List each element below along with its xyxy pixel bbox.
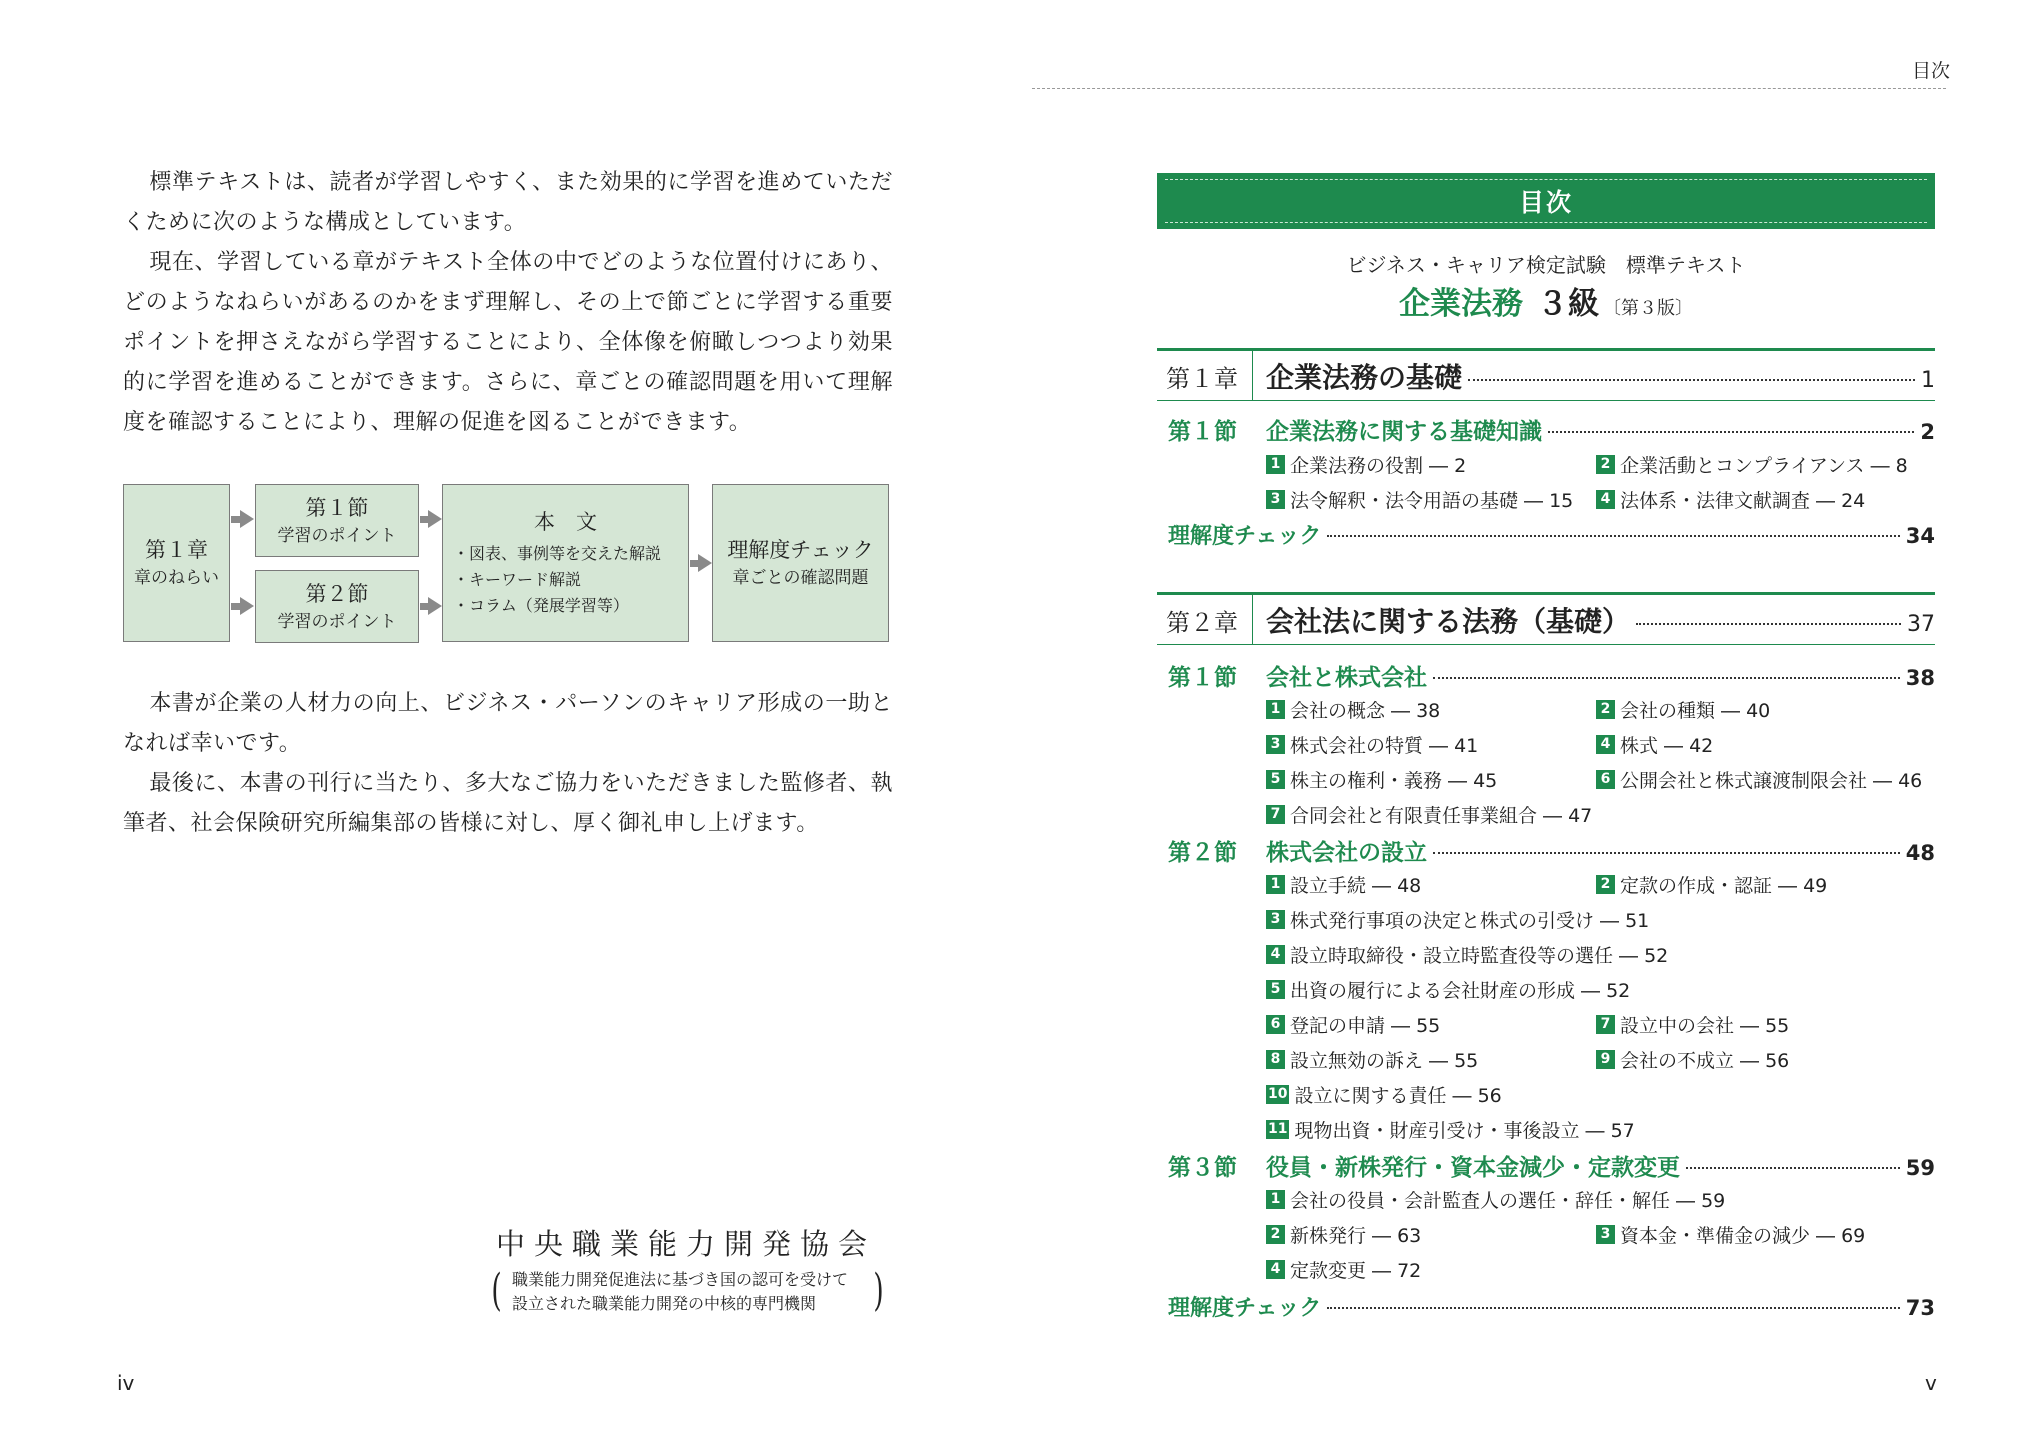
flow-section1-sub: 学習のポイント — [277, 525, 397, 546]
closing-paragraph-1: 本書が企業の人材力の向上、ビジネス・パーソンのキャリア形成の一助となれば幸いです。 — [123, 691, 893, 756]
ch2-section-3-title: 役員・新株発行・資本金減少・定款変更 — [1266, 1155, 1680, 1181]
item-text: 設立無効の訴え ― 55 — [1290, 1050, 1479, 1072]
chapter-2-label: 第２章 — [1166, 609, 1238, 637]
toc-ch1-section-1[interactable] — [1266, 413, 1935, 446]
toc-item[interactable] — [1596, 696, 1770, 723]
ch1-section-1-label: 第１節 — [1168, 419, 1237, 445]
ch2-section-1-title: 会社と株式会社 — [1266, 665, 1427, 691]
dot-leader — [1686, 1167, 1900, 1169]
toc-item[interactable] — [1596, 766, 1922, 793]
toc-item[interactable] — [1266, 766, 1497, 793]
item-number-badge: 4 — [1266, 945, 1285, 964]
item-text: 会社の不成立 ― 56 — [1620, 1050, 1790, 1072]
book-title — [1157, 278, 1935, 323]
item-text: 会社の概念 ― 38 — [1290, 700, 1441, 722]
toc-banner-title: 目次 — [1518, 188, 1573, 217]
toc-item[interactable] — [1596, 731, 1713, 758]
closing-text — [123, 684, 893, 844]
page-number-right: v — [1925, 1371, 1937, 1395]
flow-arrow-icon — [240, 510, 254, 528]
toc-item[interactable] — [1266, 1011, 1440, 1038]
organization-desc-line2: 設立された職業能力開発の中核的専門機関 — [512, 1294, 817, 1313]
item-text: 株式会社の特質 ― 41 — [1290, 735, 1479, 757]
toc-item[interactable] — [1266, 486, 1573, 513]
item-text: 設立時取締役・設立時監査役等の選任 ― 52 — [1290, 945, 1669, 967]
organization-desc-line1: 職業能力開発促進法に基づき国の認可を受けて — [512, 1270, 849, 1289]
dot-leader — [1468, 379, 1915, 381]
dot-leader — [1433, 852, 1900, 854]
flow-section1-box — [255, 484, 419, 557]
item-text: 現物出資・財産引受け・事後設立 ― 57 — [1294, 1120, 1635, 1142]
item-number-badge: 7 — [1266, 805, 1285, 824]
toc-ch2-check[interactable] — [1168, 1291, 1935, 1322]
item-number-badge: 1 — [1266, 1190, 1285, 1209]
ch2-check-page: 73 — [1905, 1296, 1935, 1320]
book-title-name: 企業法務 — [1399, 286, 1523, 322]
item-number-badge: 2 — [1596, 455, 1615, 474]
toc-item[interactable] — [1266, 801, 1592, 828]
item-number-badge: 3 — [1266, 910, 1285, 929]
intro-paragraph-1: 標準テキストは、読者が学習しやすく、また効果的に学習を進めていただくために次のような構成としています。 — [123, 170, 893, 235]
item-number-badge: 9 — [1596, 1050, 1615, 1069]
chapter-rule — [1157, 348, 1935, 351]
item-number-badge: 2 — [1596, 700, 1615, 719]
item-number-badge: 8 — [1266, 1050, 1285, 1069]
item-number-badge: 2 — [1596, 875, 1615, 894]
toc-item[interactable] — [1596, 1046, 1789, 1073]
item-number-badge: 4 — [1266, 1260, 1285, 1279]
ch1-section-1-page: 2 — [1920, 420, 1935, 444]
item-text: 定款変更 ― 72 — [1290, 1260, 1422, 1282]
toc-item[interactable] — [1266, 1221, 1421, 1248]
flow-body-item: ・コラム（発展学習等） — [453, 596, 629, 615]
item-number-badge: 3 — [1266, 735, 1285, 754]
flow-arrow-icon — [428, 510, 442, 528]
flow-section2-sub: 学習のポイント — [277, 611, 397, 632]
ch2-section-2-label: 第２節 — [1168, 840, 1237, 866]
item-text: 法令解釈・法令用語の基礎 ― 15 — [1290, 490, 1574, 512]
ch2-section-2-title: 株式会社の設立 — [1266, 840, 1427, 866]
toc-item[interactable] — [1266, 1046, 1478, 1073]
dot-leader — [1327, 535, 1899, 537]
item-number-badge: 2 — [1266, 1225, 1285, 1244]
item-text: 会社の種類 ― 40 — [1620, 700, 1771, 722]
flow-check-title: 理解度チェック — [727, 538, 874, 562]
intro-text — [123, 163, 893, 443]
item-text: 株式 ― 42 — [1620, 735, 1714, 757]
item-number-badge: 5 — [1266, 770, 1285, 789]
item-text: 株主の権利・義務 ― 45 — [1290, 770, 1498, 792]
ch2-section-3-label: 第３節 — [1168, 1155, 1237, 1181]
flow-section1-title: 第１節 — [305, 495, 369, 520]
toc-item[interactable] — [1266, 696, 1440, 723]
toc-item[interactable] — [1266, 871, 1421, 898]
toc-ch2-section-1[interactable] — [1266, 659, 1935, 692]
item-text: 合同会社と有限責任事業組合 ― 47 — [1290, 805, 1593, 827]
flow-check-sub: 章ごとの確認問題 — [732, 568, 869, 588]
ch1-check-title: 理解度チェック — [1168, 524, 1322, 549]
dot-leader — [1548, 431, 1914, 433]
dot-leader — [1636, 623, 1901, 625]
ch2-section-3-page: 59 — [1905, 1156, 1935, 1180]
flow-body-title: 本 文 — [534, 510, 597, 534]
page-number-left: iv — [117, 1371, 135, 1395]
toc-item[interactable] — [1266, 1186, 1725, 1213]
organization-description — [512, 1268, 848, 1316]
item-text: 設立に関する責任 ― 56 — [1294, 1085, 1502, 1107]
chapter-2-page: 37 — [1907, 612, 1935, 637]
ch1-check-page: 34 — [1905, 524, 1935, 548]
flow-chapter-sub: 章のねらい — [134, 568, 219, 588]
item-text: 出資の履行による会社財産の形成 ― 52 — [1290, 980, 1631, 1002]
item-text: 定款の作成・認証 ― 49 — [1620, 875, 1828, 897]
item-text: 設立手続 ― 48 — [1290, 875, 1422, 897]
chapter-1-label: 第１章 — [1166, 365, 1238, 393]
closing-paragraph-2: 最後に、本書の刊行に当たり、多大なご協力をいただきました監修者、執筆者、社会保険研究所編集部の皆様に対し、厚く御礼申し上げます。 — [123, 771, 893, 836]
chapter-1-title: 企業法務の基礎 — [1266, 361, 1463, 394]
toc-item[interactable] — [1596, 451, 1908, 478]
intro-paragraph-2: 現在、学習している章がテキスト全体の中でどのような位置付けにあり、どのようなねらいがあるのかをまず理解し、その上で節ごとに学習する重要ポイントを押さえながら学習することにより、全体像を俯瞰しつつより効果的に学習を進めることができます。さらに、章ごとの確認問題を用いて理解度を確認することにより、理解の促進を図ることができます。 — [123, 250, 893, 435]
item-number-badge: 4 — [1596, 735, 1615, 754]
item-text: 資本金・準備金の減少 ― 69 — [1620, 1225, 1866, 1247]
item-number-badge: 1 — [1266, 700, 1285, 719]
toc-item[interactable] — [1596, 1011, 1789, 1038]
ch1-section-1-title: 企業法務に関する基礎知識 — [1266, 419, 1542, 445]
organization-name: 中央職業能力開発協会 — [496, 1227, 877, 1261]
toc-banner — [1157, 173, 1935, 229]
item-text: 設立中の会社 ― 55 — [1620, 1015, 1790, 1037]
item-text: 公開会社と株式譲渡制限会社 ― 46 — [1620, 770, 1923, 792]
close-paren: ) — [873, 1265, 884, 1316]
flow-section2-box — [255, 570, 419, 643]
toc-item[interactable] — [1266, 906, 1649, 933]
chapter-1-page: 1 — [1921, 368, 1935, 393]
flow-section2-title: 第２節 — [305, 581, 369, 606]
book-grade: ３級 — [1537, 286, 1599, 322]
item-number-badge: 3 — [1266, 490, 1285, 509]
ch2-section-1-label: 第１節 — [1168, 665, 1237, 691]
flow-chapter-box — [123, 484, 230, 642]
dot-leader — [1327, 1307, 1899, 1309]
open-paren: ( — [491, 1265, 502, 1316]
ch2-check-title: 理解度チェック — [1168, 1296, 1322, 1321]
item-number-badge: 5 — [1266, 980, 1285, 999]
chapter-divider — [1252, 351, 1253, 401]
chapter-rule — [1157, 400, 1935, 401]
chapter-rule — [1157, 592, 1935, 595]
running-head: 目次 — [1912, 60, 1951, 82]
flow-check-box — [712, 484, 889, 642]
item-text: 法体系・法律文献調査 ― 24 — [1620, 490, 1866, 512]
item-text: 新株発行 ― 63 — [1290, 1225, 1422, 1247]
flow-arrow-icon — [698, 554, 712, 572]
flow-body-item: ・図表、事例等を交えた解説 — [453, 544, 662, 563]
dot-leader — [1433, 677, 1900, 679]
item-text: 会社の役員・会計監査人の選任・辞任・解任 ― 59 — [1290, 1190, 1726, 1212]
flow-body-box — [442, 484, 689, 642]
book-edition: 〔第３版〕 — [1603, 298, 1693, 319]
toc-chapter-1[interactable] — [1266, 356, 1935, 396]
toc-item[interactable] — [1266, 941, 1668, 968]
toc-item[interactable] — [1266, 1081, 1502, 1108]
flow-chapter-title: 第１章 — [145, 538, 208, 562]
chapter-rule — [1157, 644, 1935, 645]
item-number-badge: 10 — [1268, 1086, 1288, 1102]
toc-ch1-check[interactable] — [1168, 519, 1935, 550]
item-number-badge: 6 — [1596, 770, 1615, 789]
item-number-badge: 7 — [1596, 1015, 1615, 1034]
toc-chapter-2[interactable] — [1266, 600, 1935, 640]
toc-item[interactable] — [1596, 1221, 1865, 1248]
item-text: 企業法務の役割 ― 2 — [1290, 455, 1467, 477]
toc-item[interactable] — [1266, 1256, 1421, 1283]
item-number-badge: 3 — [1596, 1225, 1615, 1244]
item-number-badge: 6 — [1266, 1015, 1285, 1034]
ch2-section-1-page: 38 — [1905, 666, 1935, 690]
toc-item[interactable] — [1266, 1116, 1635, 1143]
running-head-rule — [1032, 88, 1946, 89]
ch2-section-2-page: 48 — [1905, 841, 1935, 865]
toc-ch2-section-2[interactable] — [1266, 834, 1935, 867]
item-text: 企業活動とコンプライアンス ― 8 — [1620, 455, 1908, 477]
item-number-badge: 4 — [1596, 490, 1615, 509]
toc-item[interactable] — [1596, 486, 1865, 513]
flow-arrow-icon — [428, 597, 442, 615]
toc-item[interactable] — [1266, 451, 1466, 478]
item-text: 株式発行事項の決定と株式の引受け ― 51 — [1290, 910, 1650, 932]
toc-ch2-section-3[interactable] — [1266, 1149, 1935, 1182]
toc-item[interactable] — [1266, 731, 1478, 758]
flow-arrow-icon — [240, 597, 254, 615]
item-number-badge: 1 — [1266, 455, 1285, 474]
flow-body-item: ・キーワード解説 — [453, 570, 582, 589]
item-text: 登記の申請 ― 55 — [1290, 1015, 1441, 1037]
item-number-badge: 11 — [1268, 1121, 1288, 1137]
toc-item[interactable] — [1596, 871, 1827, 898]
book-subtitle: ビジネス・キャリア検定試験 標準テキスト — [1346, 253, 1746, 277]
chapter-2-title: 会社法に関する法務（基礎） — [1266, 605, 1631, 638]
chapter-divider — [1252, 595, 1253, 645]
item-number-badge: 1 — [1266, 875, 1285, 894]
toc-item[interactable] — [1266, 976, 1630, 1003]
